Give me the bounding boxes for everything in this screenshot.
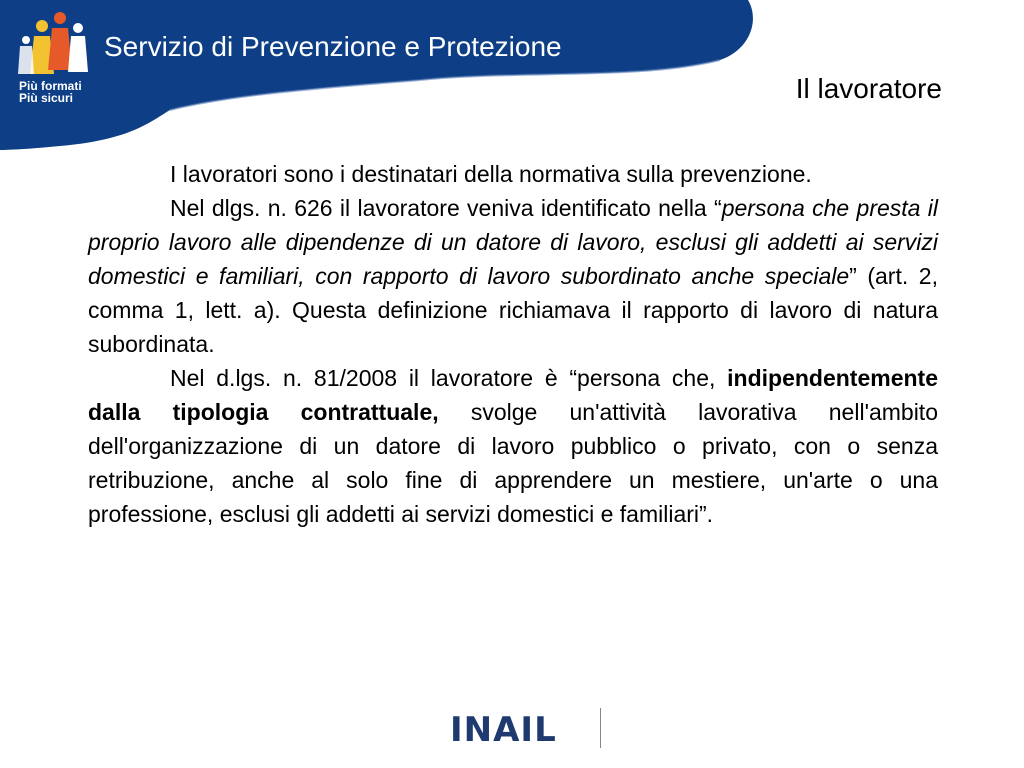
inail-logo: INAIL [450,710,557,750]
logo-line-1: Più formati [19,79,82,93]
paragraph-2-italic: persona che presta il proprio lavoro alle dipendenze di un datore di lavoro, esclusi gli addetti ai servizi domestici e familiari, con rapporto di lavoro subordinato anche speciale [88,195,938,289]
paragraph-3-text-a: Nel d.lgs. n. 81/2008 il lavoratore è “persona che, [170,365,728,391]
header-title: Servizio di Prevenzione e Protezione [104,31,562,62]
header-banner [0,0,760,150]
paragraph-3 [88,361,938,531]
paragraph-3-text-b: svolge un'attività lavorativa nell'ambito dell'organizzazione di un datore di lavoro pubblico o privato, con o senza retribuzione, anche al solo fine di apprendere un mestiere, un'arte o una professione, esclusi gli addetti ai servizi domestici e familiari”. [88,399,938,527]
footer-divider [600,708,601,748]
paragraph-2-text-a: Nel dlgs. n. 626 il lavoratore veniva identificato nella “ [170,195,722,221]
slide-title: Il lavoratore [795,73,942,104]
paragraph-2-text-b: ” (art. 2, comma 1, lett. a). Questa definizione richiamava il rapporto di lavoro di natura subordinata. [88,263,938,357]
paragraph-1-text: I lavoratori sono i destinatari della normativa sulla prevenzione. [170,161,812,187]
logo-line-2: Più sicuri [19,91,74,105]
paragraph-2 [88,191,938,361]
paragraph-3-bold: indipendentemente dalla tipologia contrattuale, [88,365,938,425]
paragraph-1 [88,157,938,191]
body-text [88,157,938,531]
